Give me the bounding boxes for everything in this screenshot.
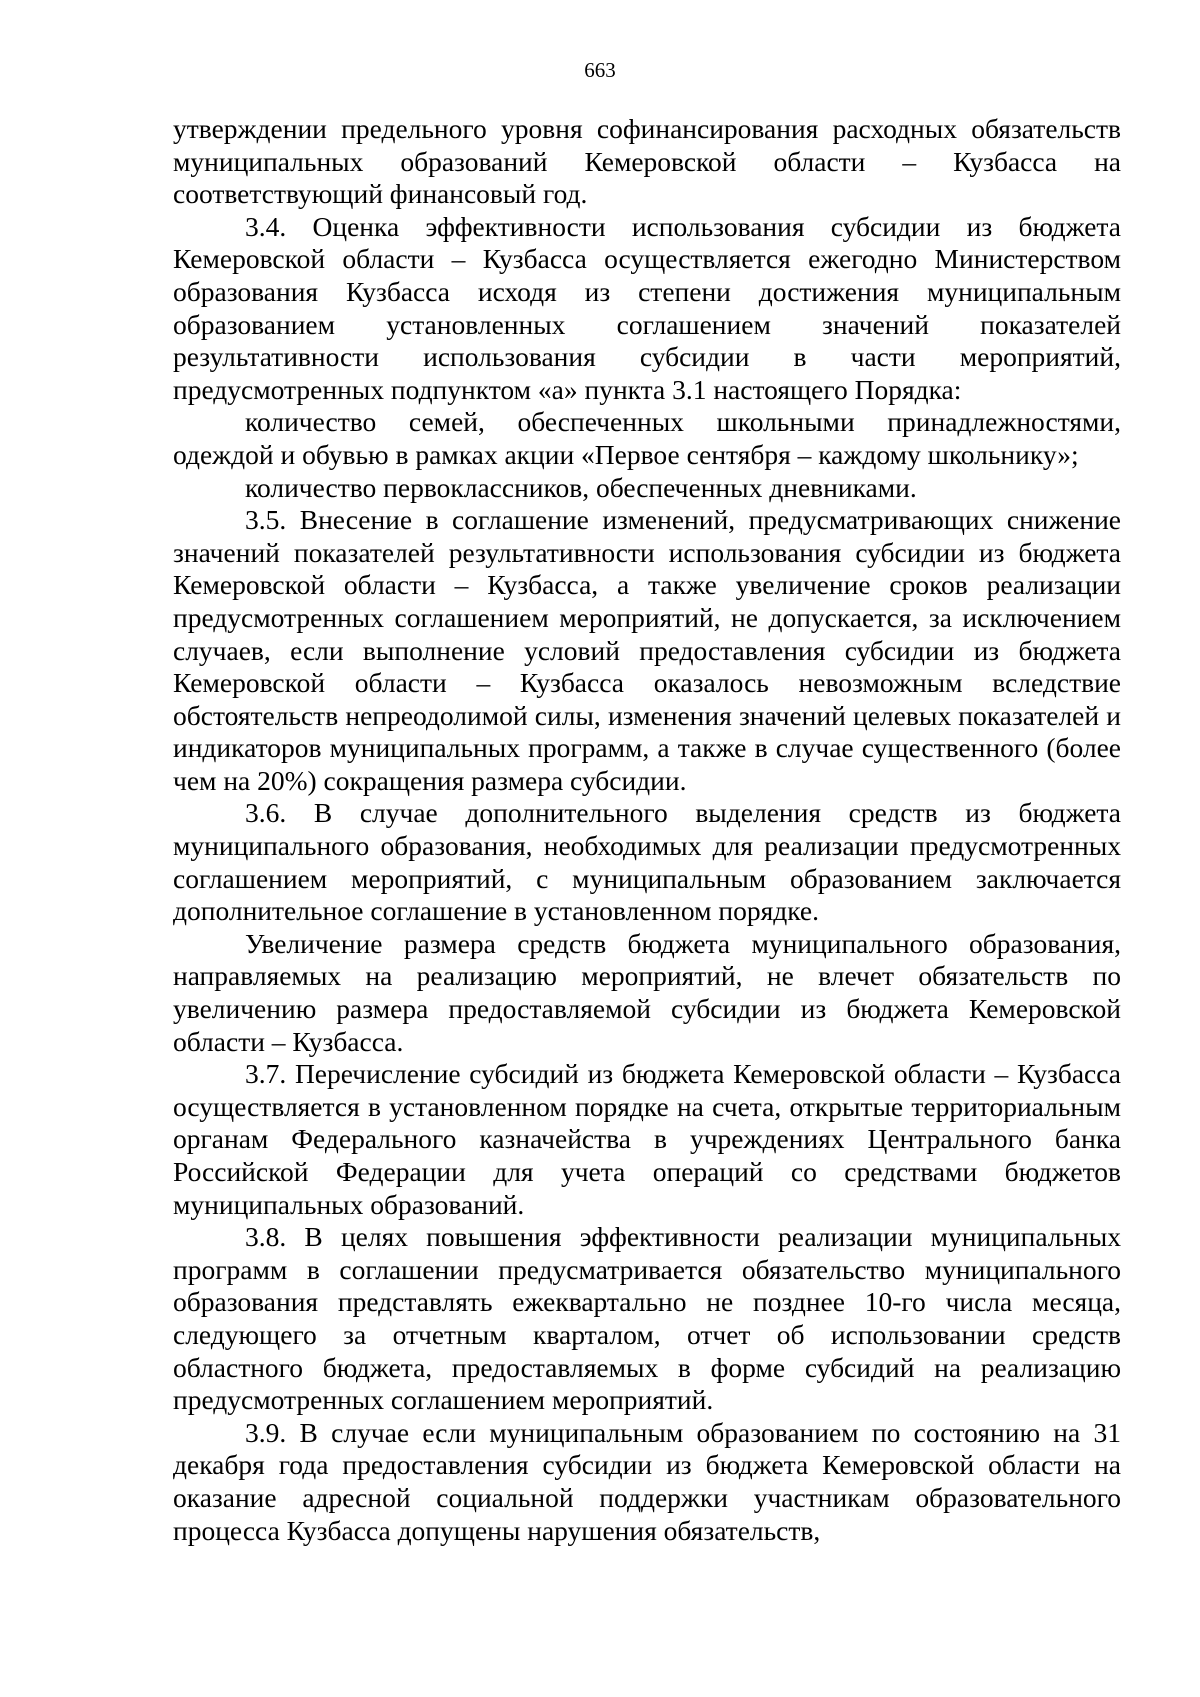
paragraph-continuation: утверждении предельного уровня софинансирования расходных обязательств муниципальных образований Кемеровской области – Кузбасса на соответствующий финансовый год. [173,113,1121,210]
page-number: 663 [584,58,616,82]
paragraph-3-4: 3.4. Оценка эффективности использования субсидии из бюджета Кемеровской области – Кузбасса осуществляется ежегодно Министерством образования Кузбасса исходя из степени достижения муниципальным образованием установленных соглашением значений показателей результативности использования субсидии в части мероприятий, предусмотренных подпунктом «а» пункта 3.1 настоящего Порядка: [173,210,1121,405]
paragraph-3-5: 3.5. Внесение в соглашение изменений, предусматривающих снижение значений показателей результативности использования субсидии из бюджета Кемеровской области – Кузбасса, а также увеличение сроков реализации предусмотренных соглашением мероприятий, не допускается, за исключением случаев, если выполнение условий предоставления субсидии из бюджета Кемеровской области – Кузбасса оказалось невозможным вследствие обстоятельств непреодолимой силы, изменения значений целевых показателей и индикаторов муниципальных программ, а также в случае существенного (более чем на 20%) сокращения размера субсидии. [173,504,1121,796]
list-item-first-graders: количество первоклассников, обеспеченных дневниками. [245,471,917,503]
paragraph-3-9: 3.9. В случае если муниципальным образованием по состоянию на 31 декабря года предоставления субсидии из бюджета Кемеровской области на оказание адресной социальной поддержки участникам образовательного процесса Кузбасса допущены нарушения обязательств, [173,1416,1121,1546]
paragraph-3-8: 3.8. В целях повышения эффективности реализации муниципальных программ в соглашении предусматривается обязательство муниципального образования представлять ежеквартально не позднее 10-го числа месяца, следующего за отчетным кварталом, отчет об использовании средств областного бюджета, предоставляемых в форме субсидий на реализацию предусмотренных соглашением мероприятий. [173,1221,1121,1416]
paragraph-3-7: 3.7. Перечисление субсидий из бюджета Кемеровской области – Кузбасса осуществляется в установленном порядке на счета, открытые территориальным органам Федерального казначейства в учреждениях Центрального банка Российской Федерации для учета операций со средствами бюджетов муниципальных образований. [173,1058,1121,1220]
paragraph-3-6: 3.6. В случае дополнительного выделения средств из бюджета муниципального образования, необходимых для реализации предусмотренных соглашением мероприятий, с муниципальным образованием заключается дополнительное соглашение в установленном порядке. [173,797,1121,927]
paragraph-budget-increase: Увеличение размера средств бюджета муниципального образования, направляемых на реализацию мероприятий, не влечет обязательств по увеличению размера предоставляемой субсидии из бюджета Кемеровской области – Кузбасса. [173,927,1121,1057]
list-item-families: количество семей, обеспеченных школьными принадлежностями, одеждой и обувью в рамках акции «Первое сентября – каждому школьнику»; [173,406,1121,470]
document-body [173,113,1121,1547]
